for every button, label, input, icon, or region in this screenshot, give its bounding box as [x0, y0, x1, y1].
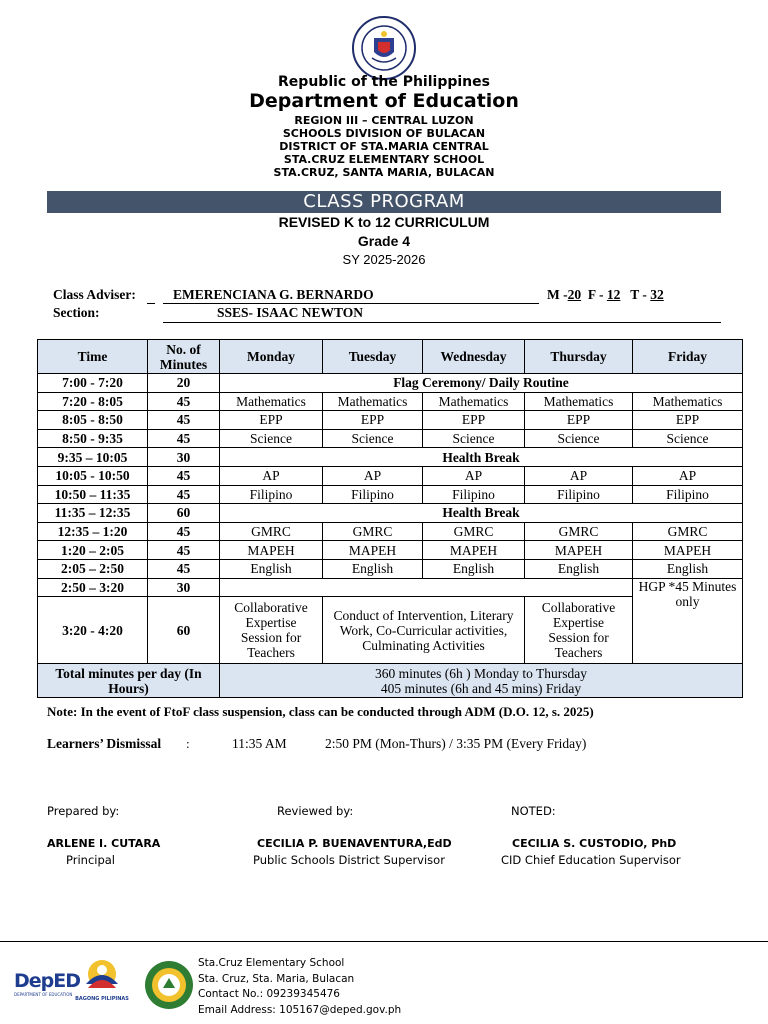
adviser-label-underline: [147, 303, 155, 304]
monday-collab-cell: Collaborative Expertise Session for Teachers: [220, 597, 323, 664]
time-cell: 2:05 – 2:50: [38, 559, 148, 578]
deped-logo-subtext: DEPARTMENT OF EDUCATION: [14, 992, 73, 997]
break-cell: Health Break: [220, 504, 743, 523]
footer-address: Sta. Cruz, Sta. Maria, Bulacan: [198, 972, 355, 985]
adviser-name: EMERENCIANA G. BERNARDO: [173, 287, 374, 302]
header-thursday: Thursday: [525, 340, 633, 374]
subject-cell: EPP: [633, 411, 743, 430]
subject-cell: GMRC: [323, 522, 423, 541]
republic-line: Republic of the Philippines: [278, 74, 490, 90]
subject-cell: Science: [323, 429, 423, 448]
table-row: [38, 392, 743, 411]
empty-cell: [220, 578, 633, 597]
intervention-cell: Conduct of Intervention, Literary Work, Co-Curricular activities, Culminating Activities: [323, 597, 525, 664]
subject-cell: Science: [423, 429, 525, 448]
footer-phone: Contact No.: 09239345476: [198, 988, 340, 1000]
dismissal-time-pm: 2:50 PM (Mon-Thurs) / 3:35 PM (Every Friday): [325, 736, 587, 751]
subject-cell: GMRC: [220, 522, 323, 541]
footer-contact: [198, 956, 401, 1018]
subject-cell: GMRC: [633, 522, 743, 541]
deped-seal: [352, 16, 416, 80]
table-row: [38, 448, 743, 467]
subject-cell: MAPEH: [423, 541, 525, 560]
subject-cell: AP: [525, 466, 633, 485]
total-label: Total minutes per day (In Hours): [38, 664, 220, 698]
subject-cell: EPP: [323, 411, 423, 430]
time-cell: 11:35 – 12:35: [38, 504, 148, 523]
header-time: Time: [38, 340, 148, 374]
subject-cell: English: [323, 559, 423, 578]
header-friday: Friday: [633, 340, 743, 374]
subject-cell: GMRC: [423, 522, 525, 541]
routine-cell: Flag Ceremony/ Daily Routine: [220, 374, 743, 393]
footer-divider: [0, 941, 768, 942]
dismissal-time-am: 11:35 AM: [232, 736, 287, 751]
subject-cell: MAPEH: [323, 541, 423, 560]
total-line-1: 360 minutes (6h ) Monday to Thursday: [375, 665, 587, 681]
section-underline: [163, 322, 721, 323]
time-cell: 10:05 - 10:50: [38, 466, 148, 485]
female-label: F -: [587, 287, 604, 302]
header-minutes: No. of Minutes: [148, 340, 220, 374]
table-row: [38, 541, 743, 560]
minutes-cell: 30: [148, 448, 220, 467]
subject-cell: AP: [423, 466, 525, 485]
time-cell: 1:20 – 2:05: [38, 541, 148, 560]
header-line: STA.CRUZ ELEMENTARY SCHOOL: [283, 153, 485, 166]
subject-cell: MAPEH: [525, 541, 633, 560]
subject-cell: GMRC: [525, 522, 633, 541]
subject-cell: Filipino: [220, 485, 323, 504]
subject-cell: EPP: [220, 411, 323, 430]
minutes-cell: 60: [148, 597, 220, 664]
gender-count: [547, 287, 664, 303]
time-cell: 8:05 - 8:50: [38, 411, 148, 430]
header-line: STA.CRUZ, SANTA MARIA, BULACAN: [273, 166, 495, 179]
friday-hgp-cell: HGP *45 Minutes only: [633, 578, 743, 664]
minutes-cell: 45: [148, 522, 220, 541]
thursday-collab-cell: Collaborative Expertise Session for Teachers: [525, 597, 633, 664]
minutes-cell: 45: [148, 559, 220, 578]
time-cell: 2:50 – 3:20: [38, 578, 148, 597]
header-line: DISTRICT OF STA.MARIA CENTRAL: [279, 140, 489, 153]
noted-label: NOTED:: [511, 804, 556, 818]
header-line: SCHOOLS DIVISION OF BULACAN: [282, 127, 486, 140]
subject-cell: EPP: [525, 411, 633, 430]
subject-cell: AP: [633, 466, 743, 485]
principal-title: Principal: [66, 853, 116, 867]
header-wednesday: Wednesday: [423, 340, 525, 374]
grade-title: Grade 4: [357, 233, 411, 249]
supervisor-name: CECILIA P. BUENAVENTURA,EdD: [257, 837, 452, 850]
subject-cell: English: [423, 559, 525, 578]
time-cell: 9:35 – 10:05: [38, 448, 148, 467]
minutes-cell: 30: [148, 578, 220, 597]
prepared-label: Prepared by:: [47, 804, 120, 818]
deped-logo: [14, 970, 81, 1004]
table-row: [38, 429, 743, 448]
time-cell: 3:20 - 4:20: [38, 597, 148, 664]
table-row: [38, 411, 743, 430]
time-cell: 7:00 - 7:20: [38, 374, 148, 393]
subject-cell: English: [220, 559, 323, 578]
cid-chief-name: CECILIA S. CUSTODIO, PhD: [512, 837, 677, 850]
supervisor-title: Public Schools District Supervisor: [253, 853, 445, 867]
minutes-cell: 45: [148, 429, 220, 448]
school-year: SY 2025-2026: [342, 252, 426, 267]
curriculum-title: REVISED K to 12 CURRICULUM: [278, 214, 490, 230]
bagong-pilipinas-logo: [78, 954, 126, 994]
table-row: [38, 374, 743, 393]
time-cell: 12:35 – 1:20: [38, 522, 148, 541]
header-monday: Monday: [220, 340, 323, 374]
subject-cell: Science: [525, 429, 633, 448]
total-line-2: 405 minutes (6h and 45 mins) Friday: [380, 680, 582, 696]
time-cell: 8:50 - 9:35: [38, 429, 148, 448]
principal-name: ARLENE I. CUTARA: [47, 837, 161, 850]
section-label: Section:: [53, 305, 100, 320]
minutes-cell: 60: [148, 504, 220, 523]
subject-cell: Mathematics: [220, 392, 323, 411]
male-count: 20: [567, 287, 582, 302]
table-row: [38, 466, 743, 485]
cid-chief-title: CID Chief Education Supervisor: [501, 853, 681, 867]
class-program-banner: CLASS PROGRAM: [47, 191, 721, 213]
subject-cell: AP: [323, 466, 423, 485]
reviewed-label: Reviewed by:: [277, 804, 354, 818]
time-cell: 7:20 - 8:05: [38, 392, 148, 411]
subject-cell: Mathematics: [423, 392, 525, 411]
female-count: 12: [606, 287, 621, 302]
bagong-pilipinas-text: BAGONG PILIPINAS: [75, 996, 129, 1002]
header-tuesday: Tuesday: [323, 340, 423, 374]
header-address: [0, 114, 768, 179]
footer-email: Email Address: 105167@deped.gov.ph: [198, 1003, 402, 1016]
subject-cell: English: [525, 559, 633, 578]
subject-cell: Mathematics: [525, 392, 633, 411]
total-row: [38, 664, 743, 698]
suspension-note: Note: In the event of FtoF class suspension, class can be conducted through ADM (D.O. 12, s. 2025): [47, 704, 594, 719]
subject-cell: MAPEH: [220, 541, 323, 560]
dismissal-colon: :: [186, 736, 190, 751]
subject-cell: Science: [220, 429, 323, 448]
table-row: [38, 578, 743, 597]
minutes-cell: 45: [148, 392, 220, 411]
subject-cell: AP: [220, 466, 323, 485]
minutes-cell: 45: [148, 485, 220, 504]
minutes-cell: 45: [148, 466, 220, 485]
subject-cell: Filipino: [525, 485, 633, 504]
minutes-cell: 45: [148, 411, 220, 430]
break-cell: Health Break: [220, 448, 743, 467]
class-program-table: [37, 339, 743, 698]
subject-cell: Science: [633, 429, 743, 448]
header-line: REGION III – CENTRAL LUZON: [294, 114, 474, 127]
total-label: T -: [630, 287, 647, 302]
adviser-label: Class Adviser:: [53, 287, 136, 302]
footer-school: Sta.Cruz Elementary School: [198, 957, 345, 969]
subject-cell: English: [633, 559, 743, 578]
minutes-cell: 20: [148, 374, 220, 393]
time-cell: 10:50 – 11:35: [38, 485, 148, 504]
subject-cell: EPP: [423, 411, 525, 430]
subject-cell: Mathematics: [323, 392, 423, 411]
subject-cell: Filipino: [423, 485, 525, 504]
department-title: Department of Education: [249, 90, 519, 112]
table-row: [38, 559, 743, 578]
total-value: [220, 664, 743, 698]
table-row: [38, 522, 743, 541]
table-row: [38, 504, 743, 523]
adviser-underline: [163, 303, 539, 304]
school-seal: [144, 960, 194, 1010]
subject-cell: Filipino: [633, 485, 743, 504]
dismissal-label: Learners’ Dismissal: [47, 736, 162, 751]
deped-logo-text: DepED: [14, 970, 81, 992]
table-header-row: [38, 340, 743, 374]
minutes-cell: 45: [148, 541, 220, 560]
subject-cell: Filipino: [323, 485, 423, 504]
table-row: [38, 485, 743, 504]
subject-cell: Mathematics: [633, 392, 743, 411]
total-count: 32: [650, 287, 664, 302]
male-label: M -: [547, 287, 568, 302]
subject-cell: MAPEH: [633, 541, 743, 560]
section-name: SSES- ISAAC NEWTON: [217, 305, 364, 320]
